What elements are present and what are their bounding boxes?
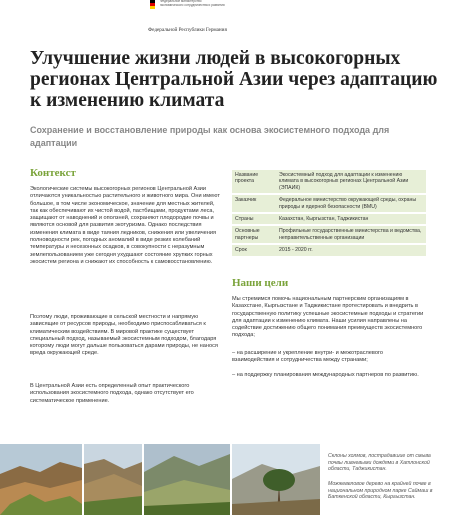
eroded-hills-image (0, 444, 82, 515)
table-row (232, 195, 426, 212)
mountain-village-photo (144, 444, 230, 515)
project-info-table (232, 168, 426, 258)
table-value: Экосистемный подход для адаптации к изменению климата в высокогорных регионах Центральной Азии (ЭПАИК) (276, 170, 426, 193)
goals-intro: Мы стремимся помочь национальным партнерским организациям в Казахстане, Кыргызстане и Таджикистане протестировать и внедрить в государственную политику успешные экосистемные подходы и стратегии для адаптации к изменению климата. Наши усилия направлены на содействие достижению общего понимания преимуществ экосистемного подхода; (232, 296, 424, 339)
photo-caption-2: Можжевеловое дерево на крайней почве в национальном природном парке Саймаш в Баткенской области, Кыргызстан. (328, 481, 433, 501)
mountain-village-image (144, 444, 230, 515)
supported-by: Федеральной Республики Германия (148, 27, 227, 33)
table-key: Заказчик (232, 195, 276, 212)
goals-list-item: – на расширение и укрепление внутри- и межотраслевого взаимодействия и сотрудничества между странами; (232, 350, 383, 364)
juniper-tree-photo (232, 444, 320, 515)
ministry-line-2: экономического сотрудничества и развития (160, 2, 225, 7)
context-paragraph-2: Поэтому люди, проживающие в сельской местности и напрямую зависящие от ресурсов природы, необходимо приспосабливаться к климатическим воздействиям. В мировой практике существует специальный подход, называемый экосистемным подходом, благодаря которому люди могут дальше пользоваться дарами природы, не нанося вреда окружающей среде. (30, 314, 218, 357)
context-heading: Контекст (30, 167, 76, 179)
flag-stripe-gold (150, 6, 155, 9)
table-value: Казахстан, Кыргызстан, Таджикистан (276, 214, 426, 224)
table-row (232, 226, 426, 243)
ministry-line-1: Федеральное министерство (160, 0, 202, 3)
german-flag-icon (150, 0, 155, 9)
table-key: Основные партнеры (232, 226, 276, 243)
table-row (232, 170, 426, 193)
table-key: Страны (232, 214, 276, 224)
slope-valley-image (84, 444, 142, 515)
slope-valley-photo (84, 444, 142, 515)
juniper-tree-image (232, 444, 320, 515)
goals-heading: Наши цели (232, 277, 289, 289)
table-key: Название проекта (232, 170, 276, 193)
table-value: 2015 - 2020 гг. (276, 245, 426, 255)
table-key: Срок (232, 245, 276, 255)
eroded-hills-photo (0, 444, 82, 515)
ministry-name (160, 0, 360, 7)
context-paragraph-1: Экологические системы высокогорных регионов Центральной Азии отличаются уникальностью растительного и животного мира. Они имеют большое, в том числе экономическое, значение для местных жителей, так как обеспечивают их чистой водой, пастбищами, продуктами леса, защищают от наводнений и оползней, сохраняют плодородие почвы и являются основой для развития экотуризма. Однако последствия изменения климата в виде таяния ледников, снижения или увеличения полноводности рек, погодных аномалий в виде резких колебаний температуры и несезонных осадков, в совокупности с неразумным землепользованием уже сегодня ухудшают состояние хрупких горных экосистем региона и снижают их способность к самовосстановлению. (30, 186, 220, 265)
page-title: Улучшение жизни людей в высокогорных регионах Центральной Азии через адаптацию к изменению климата (30, 48, 438, 111)
photo-caption-1: Склоны холмов, пострадавшие от смыва почвы ливневыми дождями в Хатлонской области, Таджикистан. (328, 453, 431, 473)
goals-list-item: – на поддержку планирования международных партнеров по развитию. (232, 372, 419, 378)
page-subtitle: Сохранение и восстановление природы как основа экосистемного подхода для адаптации (30, 125, 390, 148)
header-bar (0, 0, 453, 22)
table-value: Профильные государственные министерства и ведомства, неправительственные организации (276, 226, 426, 243)
table-row (232, 214, 426, 224)
table-row (232, 245, 426, 255)
table-value: Федеральное министерство окружающей среды, охраны природы и ядерной безопасности (BMU) (276, 195, 426, 212)
context-paragraph-3: В Центральной Азии есть определенный опыт практического использования экосистемного подхода, однако отсутствует его систематическое применение. (30, 383, 194, 404)
photo-strip (0, 444, 320, 515)
